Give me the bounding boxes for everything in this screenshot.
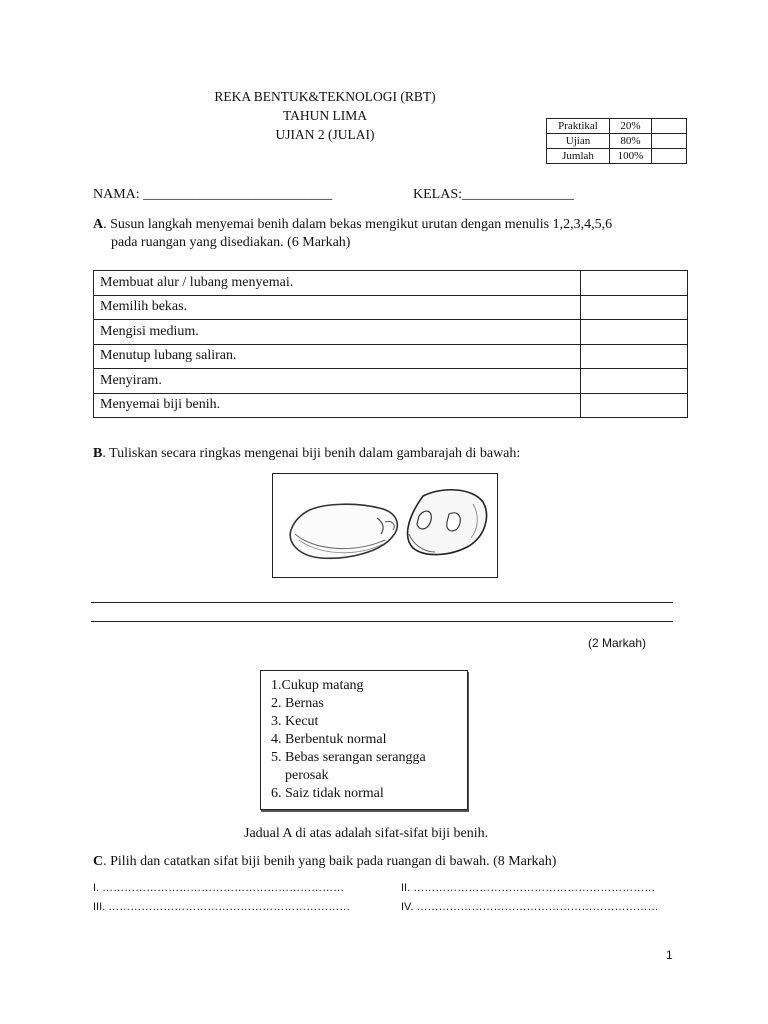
exam-subject-title: REKA BENTUK&TEKNOLOGI (RBT) — [214, 89, 436, 104]
exam-test-title: UJIAN 2 (JULAI) — [275, 127, 375, 142]
answer-field-4[interactable]: IV. ………………………………………………………… — [401, 901, 659, 913]
class-field[interactable]: KELAS:________________ — [413, 187, 574, 202]
page-number: 1 — [666, 948, 673, 962]
trait-item: perosak — [285, 768, 329, 783]
trait-item: 2. Bernas — [271, 696, 324, 711]
score-percent: 80% — [610, 134, 652, 149]
score-row-test — [547, 134, 687, 149]
step-order-answer[interactable] — [581, 295, 688, 320]
score-mark-cell[interactable] — [652, 149, 687, 164]
seed-illustration — [272, 473, 498, 578]
step-label: Menyemai biji benih. — [94, 393, 581, 418]
step-order-answer[interactable] — [581, 369, 688, 394]
section-a-instruction — [93, 216, 693, 234]
table-caption: Jadual A di atas adalah sifat-sifat biji benih. — [244, 826, 489, 841]
answer-field-1[interactable]: I. ………………………………………………………… — [93, 882, 345, 894]
step-label: Mengisi medium. — [94, 320, 581, 345]
section-a-text-line2: pada ruangan yang disediakan. (6 Markah) — [111, 235, 351, 250]
score-label: Jumlah — [547, 149, 610, 164]
section-b-letter: B — [93, 446, 103, 461]
score-percent: 20% — [610, 119, 652, 134]
table-row — [94, 369, 688, 394]
section-b-text: . Tuliskan secara ringkas mengenai biji benih dalam gambarajah di bawah: — [102, 446, 521, 461]
section-c-letter: C — [93, 854, 104, 869]
score-label: Praktikal — [547, 119, 610, 134]
answer-line[interactable] — [91, 621, 673, 622]
name-field[interactable]: NAMA: ___________________________ — [93, 187, 333, 202]
trait-item: 6. Saiz tidak normal — [271, 786, 384, 801]
step-label: Menutup lubang saliran. — [94, 344, 581, 369]
score-percent: 100% — [610, 149, 652, 164]
table-row — [94, 320, 688, 345]
table-row — [94, 271, 688, 296]
score-table — [546, 118, 687, 164]
score-mark-cell[interactable] — [652, 134, 687, 149]
section-c-instruction — [93, 853, 556, 871]
trait-item: 4. Berbentuk normal — [271, 732, 387, 747]
answer-line[interactable] — [91, 602, 673, 603]
table-row — [94, 344, 688, 369]
section-c-text: . Pilih dan catatkan sifat biji benih yang baik pada ruangan di bawah. (8 Markah) — [103, 854, 557, 869]
table-row — [94, 393, 688, 418]
section-b-marks: (2 Markah) — [588, 636, 647, 650]
trait-item: 3. Kecut — [271, 714, 319, 729]
score-mark-cell[interactable] — [652, 119, 687, 134]
step-order-answer[interactable] — [581, 271, 688, 296]
section-b-instruction — [93, 445, 520, 463]
step-label: Memilih bekas. — [94, 295, 581, 320]
section-a-letter: A — [93, 217, 104, 232]
exam-year-title: TAHUN LIMA — [282, 108, 368, 123]
step-order-answer[interactable] — [581, 320, 688, 345]
score-row-total — [547, 149, 687, 164]
section-a-text-line1: . Susun langkah menyemai benih dalam bekas mengikut urutan dengan menulis 1,2,3,4,5,6 — [103, 217, 613, 232]
answer-field-3[interactable]: III. ………………………………………………………… — [93, 901, 351, 913]
trait-item: 1.Cukup matang — [271, 678, 364, 693]
table-row — [94, 295, 688, 320]
trait-item: 5. Bebas serangan serangga — [271, 750, 426, 765]
step-order-answer[interactable] — [581, 344, 688, 369]
score-label: Ujian — [547, 134, 610, 149]
step-label: Menyiram. — [94, 369, 581, 394]
score-row-practical — [547, 119, 687, 134]
answer-field-2[interactable]: II. ………………………………………………………… — [401, 882, 656, 894]
step-order-answer[interactable] — [581, 393, 688, 418]
step-label: Membuat alur / lubang menyemai. — [94, 271, 581, 296]
seed-traits-box — [260, 670, 468, 810]
sowing-steps-table — [93, 270, 688, 418]
bean-seeds-drawing — [273, 474, 497, 577]
